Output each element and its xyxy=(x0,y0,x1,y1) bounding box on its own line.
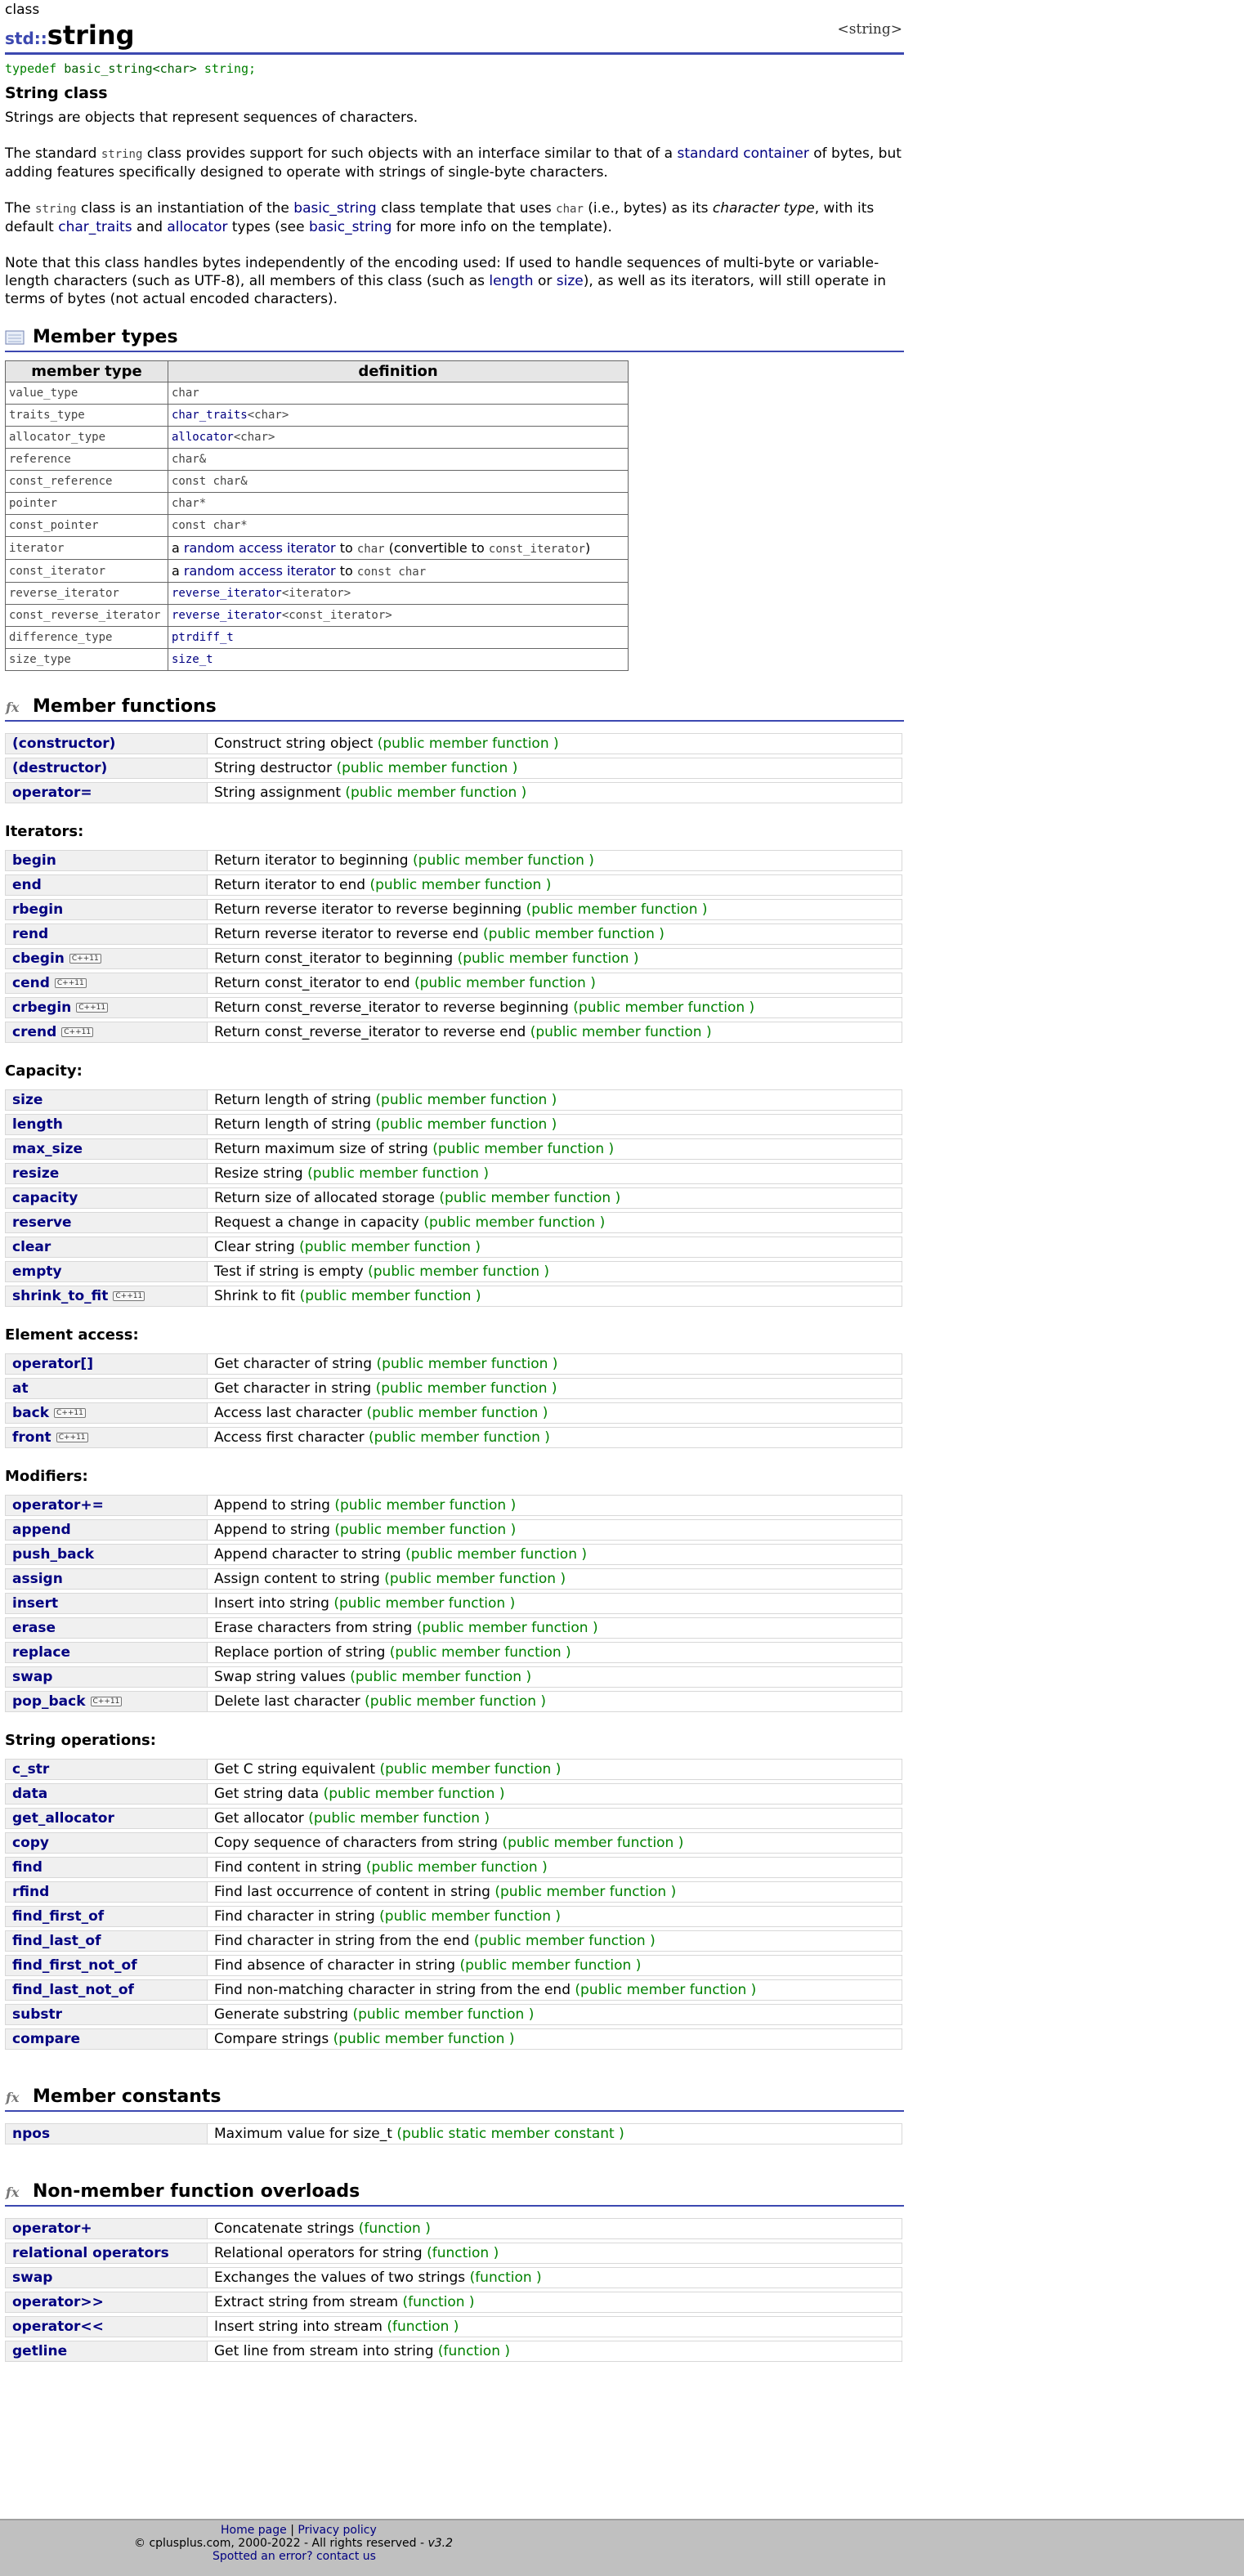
intro-paragraph-1: Strings are objects that represent sequences of characters. xyxy=(5,110,418,126)
table-row[interactable]: length Return length of string (public member function ) xyxy=(5,1114,902,1135)
at-link[interactable]: at xyxy=(5,1378,207,1399)
cpp11-badge: C++11 xyxy=(91,1697,123,1706)
function-icon xyxy=(5,2089,26,2105)
find-first-of-link[interactable]: find_first_of xyxy=(5,1906,207,1927)
column-header: member type xyxy=(6,361,168,382)
max-size-link[interactable]: max_size xyxy=(5,1138,207,1160)
capacity-link[interactable]: capacity xyxy=(5,1187,207,1209)
member-constants-heading: fx Member constants xyxy=(5,2086,904,2112)
table-row: const_reverse_iterator reverse_iterator<const_iterator> xyxy=(6,605,629,627)
destructor-link[interactable]: (destructor) xyxy=(5,758,207,779)
table-row[interactable]: (constructor) Construct string object (public member function ) xyxy=(5,733,902,754)
crbegin-link[interactable]: crbegin C++11 xyxy=(5,997,207,1018)
allocator-link[interactable]: allocator xyxy=(167,219,228,235)
table-row[interactable]: size Return length of string (public member function ) xyxy=(5,1089,902,1111)
group-heading: String operations: xyxy=(5,1732,156,1749)
table-row[interactable]: cbegin C++11 Return const_iterator to beginning (public member function ) xyxy=(5,948,902,969)
find-link[interactable]: find xyxy=(5,1857,207,1878)
table-row[interactable]: clear Clear string (public member function ) xyxy=(5,1237,902,1258)
table-row: reference char& xyxy=(6,449,629,471)
find-last-of-link[interactable]: find_last_of xyxy=(5,1930,207,1952)
empty-link[interactable]: empty xyxy=(5,1261,207,1282)
table-row[interactable]: empty Test if string is empty (public member function ) xyxy=(5,1261,902,1282)
member-functions-table xyxy=(5,730,902,807)
table-row[interactable]: copy Copy sequence of characters from string (public member function ) xyxy=(5,1832,902,1854)
cpp11-badge: C++11 xyxy=(113,1291,145,1301)
relational-operators-link[interactable]: relational operators xyxy=(5,2243,207,2264)
table-row[interactable]: substr Generate substring (public member function ) xyxy=(5,2004,902,2025)
pop-back-link[interactable]: pop_back C++11 xyxy=(5,1691,207,1712)
cpp11-badge: C++11 xyxy=(54,1408,86,1418)
table-row[interactable]: crend C++11 Return const_reverse_iterator to reverse end (public member function ) xyxy=(5,1022,902,1043)
getline-link[interactable]: getline xyxy=(5,2341,207,2362)
page-title: std::string xyxy=(5,20,135,51)
table-row: difference_type ptrdiff_t xyxy=(6,627,629,649)
cpp11-badge: C++11 xyxy=(56,1433,88,1442)
reverse-iterator-link-2[interactable]: reverse_iterator xyxy=(172,609,282,622)
table-row: value_type char xyxy=(6,382,629,405)
basic-string-link[interactable]: basic_string xyxy=(293,200,377,217)
reverse-iterator-link[interactable]: reverse_iterator xyxy=(172,587,282,600)
table-row[interactable]: operator+= Append to string (public member function ) xyxy=(5,1495,902,1516)
npos-link[interactable]: npos xyxy=(5,2123,207,2144)
table-row[interactable]: back C++11 Access last character (public member function ) xyxy=(5,1402,902,1424)
find-first-not-of-link[interactable]: find_first_not_of xyxy=(5,1955,207,1976)
table-row[interactable]: operator= String assignment (public member function ) xyxy=(5,782,902,803)
operator-plus-assign-link[interactable]: operator+= xyxy=(5,1495,207,1516)
size-link[interactable]: size xyxy=(556,273,584,289)
operator-insert-link[interactable]: operator<< xyxy=(5,2316,207,2337)
member-functions-heading: fx Member functions xyxy=(5,695,904,722)
table-row[interactable]: crbegin C++11 Return const_reverse_iterator to reverse beginning (public member function ) xyxy=(5,997,902,1018)
table-row[interactable]: find_first_not_of Find absence of character in string (public member function ) xyxy=(5,1955,902,1976)
table-row[interactable]: operator[] Get character of string (public member function ) xyxy=(5,1353,902,1375)
find-last-not-of-link[interactable]: find_last_not_of xyxy=(5,1979,207,2001)
table-row: size_type size_t xyxy=(6,649,629,671)
table-row[interactable]: rfind Find last occurrence of content in string (public member function ) xyxy=(5,1881,902,1903)
table-row[interactable]: begin Return iterator to beginning (public member function ) xyxy=(5,850,902,871)
non-member-table xyxy=(5,2215,902,2365)
c-str-link[interactable]: c_str xyxy=(5,1759,207,1780)
cpp11-badge: C++11 xyxy=(61,1027,93,1037)
table-row[interactable]: assign Assign content to string (public member function ) xyxy=(5,1568,902,1590)
function-icon xyxy=(5,699,26,715)
home-page-link[interactable]: Home page xyxy=(221,2524,287,2537)
crend-link[interactable]: crend C++11 xyxy=(5,1022,207,1043)
function-icon xyxy=(5,2184,26,2200)
length-link[interactable]: length xyxy=(489,273,534,289)
table-row[interactable]: at Get character in string (public member function ) xyxy=(5,1378,902,1399)
member-types-icon xyxy=(5,329,26,346)
header-name: <string> xyxy=(837,21,902,38)
table-row[interactable]: operator<< Insert string into stream (function ) xyxy=(5,2316,902,2337)
cpp11-badge: C++11 xyxy=(55,978,87,988)
table-row[interactable]: replace Replace portion of string (public member function ) xyxy=(5,1642,902,1663)
back-link[interactable]: back C++11 xyxy=(5,1402,207,1424)
cbegin-link[interactable]: cbegin C++11 xyxy=(5,948,207,969)
table-row[interactable]: reserve Request a change in capacity (public member function ) xyxy=(5,1212,902,1233)
push-back-link[interactable]: push_back xyxy=(5,1544,207,1565)
table-row[interactable]: pop_back C++11 Delete last character (public member function ) xyxy=(5,1691,902,1712)
table-row[interactable]: operator+ Concatenate strings (function ) xyxy=(5,2218,902,2239)
table-row[interactable]: (destructor) String destructor (public member function ) xyxy=(5,758,902,779)
length-func-link[interactable]: length xyxy=(5,1114,207,1135)
reserve-link[interactable]: reserve xyxy=(5,1212,207,1233)
char-traits-link[interactable]: char_traits xyxy=(58,219,132,235)
begin-link[interactable]: begin xyxy=(5,850,207,871)
append-link[interactable]: append xyxy=(5,1519,207,1541)
compare-link[interactable]: compare xyxy=(5,2028,207,2050)
intro-paragraph-4: Note that this class handles bytes independently of the encoding used: If used to handle sequences of multi-byte or variable-length characters (such as UTF-8), all members of this class (such as length or size), as well as its iterators, will still operate in terms of bytes (not actual encoded characters). xyxy=(5,255,887,307)
rend-link[interactable]: rend xyxy=(5,924,207,945)
char-traits-type-link[interactable]: char_traits xyxy=(172,409,248,422)
table-row[interactable]: front C++11 Access first character (public member function ) xyxy=(5,1427,902,1448)
table-row[interactable]: relational operators Relational operators for string (function ) xyxy=(5,2243,902,2264)
erase-link[interactable]: erase xyxy=(5,1617,207,1639)
privacy-policy-link[interactable]: Privacy policy xyxy=(298,2524,377,2537)
column-header: definition xyxy=(168,361,629,382)
copy-link[interactable]: copy xyxy=(5,1832,207,1854)
table-row[interactable]: end Return iterator to end (public member function ) xyxy=(5,874,902,896)
swap-member-link[interactable]: swap xyxy=(5,1666,207,1688)
group-heading: Modifiers: xyxy=(5,1468,88,1485)
intro-paragraph-3: The string class is an instantiation of the basic_string class template that uses char (i.e., bytes) as its character type, with its default char_traits and allocator types (see basic_string for more info on the template). xyxy=(5,200,875,235)
data-link[interactable]: data xyxy=(5,1783,207,1805)
table-row: const_iterator a random access iterator to const char xyxy=(6,560,629,583)
operator-extract-link[interactable]: operator>> xyxy=(5,2292,207,2313)
table-row[interactable]: getline Get line from stream into string (function ) xyxy=(5,2341,902,2362)
table-row[interactable]: insert Insert into string (public member function ) xyxy=(5,1593,902,1614)
table-row: const_reference const char& xyxy=(6,471,629,493)
table-row[interactable]: c_str Get C string equivalent (public member function ) xyxy=(5,1759,902,1780)
non-member-heading: fx Non-member function overloads xyxy=(5,2180,904,2207)
table-row[interactable]: find_first_of Find character in string (public member function ) xyxy=(5,1906,902,1927)
svg-text:fx: fx xyxy=(6,2090,20,2105)
table-row[interactable]: find Find content in string (public member function ) xyxy=(5,1857,902,1878)
constructor-link[interactable]: (constructor) xyxy=(5,733,207,754)
svg-text:fx: fx xyxy=(6,2185,20,2200)
copyright-text: © cplusplus.com, 2000-2022 - All rights reserved - xyxy=(134,2537,428,2550)
resize-link[interactable]: resize xyxy=(5,1163,207,1184)
table-row[interactable]: data Get string data (public member function ) xyxy=(5,1783,902,1805)
table-row[interactable]: swap Swap string values (public member function ) xyxy=(5,1666,902,1688)
swap-nonmember-link[interactable]: swap xyxy=(5,2267,207,2288)
intro-paragraph-2: The standard string class provides support for such objects with an interface similar to that of a standard container of bytes, but adding features specifically designed to operate with strings of single-byte characters. xyxy=(5,145,902,181)
table-row[interactable]: operator>> Extract string from stream (function ) xyxy=(5,2292,902,2313)
page-footer: Home page | Privacy policy © cplusplus.com, 2000-2022 - All rights reserved - v3.2 Spotted an error? contact us xyxy=(0,2519,1244,2576)
random-access-iterator-link-2[interactable]: random access iterator xyxy=(183,563,336,579)
operator-assign-link[interactable]: operator= xyxy=(5,782,207,803)
contact-link[interactable]: Spotted an error? contact us xyxy=(213,2550,376,2563)
table-row[interactable]: swap Exchanges the values of two strings (function ) xyxy=(5,2267,902,2288)
replace-link[interactable]: replace xyxy=(5,1642,207,1663)
element-access-table xyxy=(5,1350,902,1451)
group-heading: Capacity: xyxy=(5,1062,83,1080)
shrink-to-fit-link[interactable]: shrink_to_fit C++11 xyxy=(5,1286,207,1307)
svg-text:fx: fx xyxy=(6,700,20,715)
table-row[interactable]: find_last_of Find character in string from the end (public member function ) xyxy=(5,1930,902,1952)
table-row[interactable]: compare Compare strings (public member function ) xyxy=(5,2028,902,2050)
allocator-type-link[interactable]: allocator xyxy=(172,431,234,444)
group-heading: Iterators: xyxy=(5,823,84,840)
end-link[interactable]: end xyxy=(5,874,207,896)
table-row[interactable]: rbegin Return reverse iterator to reverse beginning (public member function ) xyxy=(5,899,902,920)
typedef-declaration: typedef basic_string<char> string; xyxy=(5,61,257,76)
front-link[interactable]: front C++11 xyxy=(5,1427,207,1448)
ptrdiff-t-link[interactable]: ptrdiff_t xyxy=(172,631,234,644)
table-row: const_pointer const char* xyxy=(6,515,629,537)
get-allocator-link[interactable]: get_allocator xyxy=(5,1808,207,1829)
random-access-iterator-link[interactable]: random access iterator xyxy=(183,540,336,556)
version-label: v3.2 xyxy=(427,2537,454,2550)
table-row[interactable]: capacity Return size of allocated storage (public member function ) xyxy=(5,1187,902,1209)
table-row[interactable]: append Append to string (public member function ) xyxy=(5,1519,902,1541)
cend-link[interactable]: cend C++11 xyxy=(5,973,207,994)
clear-link[interactable]: clear xyxy=(5,1237,207,1258)
table-row: allocator_type allocator<char> xyxy=(6,427,629,449)
basic-string-link-2[interactable]: basic_string xyxy=(308,219,392,235)
table-row[interactable]: max_size Return maximum size of string (public member function ) xyxy=(5,1138,902,1160)
assign-link[interactable]: assign xyxy=(5,1568,207,1590)
table-row[interactable]: get_allocator Get allocator (public member function ) xyxy=(5,1808,902,1829)
insert-link[interactable]: insert xyxy=(5,1593,207,1614)
table-row[interactable]: push_back Append character to string (public member function ) xyxy=(5,1544,902,1565)
table-row[interactable]: shrink_to_fit C++11 Shrink to fit (public member function ) xyxy=(5,1286,902,1307)
group-heading: Element access: xyxy=(5,1326,139,1344)
member-constants-table xyxy=(5,2120,902,2148)
size-func-link[interactable]: size xyxy=(5,1089,207,1111)
namespace-label: std:: xyxy=(5,29,47,48)
table-row: pointer char* xyxy=(6,493,629,515)
page-subtitle: String class xyxy=(5,84,108,102)
string-operations-table xyxy=(5,1755,902,2053)
operator-plus-link[interactable]: operator+ xyxy=(5,2218,207,2239)
member-types-table xyxy=(5,360,629,671)
iterators-table xyxy=(5,847,902,1046)
standard-container-link[interactable]: standard container xyxy=(677,145,809,162)
table-row[interactable]: rend Return reverse iterator to reverse end (public member function ) xyxy=(5,924,902,945)
table-row[interactable]: resize Resize string (public member function ) xyxy=(5,1163,902,1184)
table-row[interactable]: cend C++11 Return const_iterator to end (public member function ) xyxy=(5,973,902,994)
kind-label: class xyxy=(5,2,40,18)
member-types-heading: Member types xyxy=(5,326,904,352)
size-t-link[interactable]: size_t xyxy=(172,653,213,666)
table-row: reverse_iterator reverse_iterator<iterator> xyxy=(6,583,629,605)
substr-link[interactable]: substr xyxy=(5,2004,207,2025)
table-row[interactable]: find_last_not_of Find non-matching character in string from the end (public member function ) xyxy=(5,1979,902,2001)
table-row[interactable]: npos Maximum value for size_t (public static member constant ) xyxy=(5,2123,902,2144)
table-row: traits_type char_traits<char> xyxy=(6,405,629,427)
rbegin-link[interactable]: rbegin xyxy=(5,899,207,920)
capacity-table xyxy=(5,1086,902,1310)
table-row[interactable]: erase Erase characters from string (public member function ) xyxy=(5,1617,902,1639)
rfind-link[interactable]: rfind xyxy=(5,1881,207,1903)
modifiers-table xyxy=(5,1491,902,1715)
title-bar xyxy=(5,20,904,55)
cpp11-badge: C++11 xyxy=(76,1003,108,1013)
table-row: iterator a random access iterator to char (convertible to const_iterator) xyxy=(6,537,629,560)
cpp11-badge: C++11 xyxy=(69,954,101,964)
operator-subscript-link[interactable]: operator[] xyxy=(5,1353,207,1375)
